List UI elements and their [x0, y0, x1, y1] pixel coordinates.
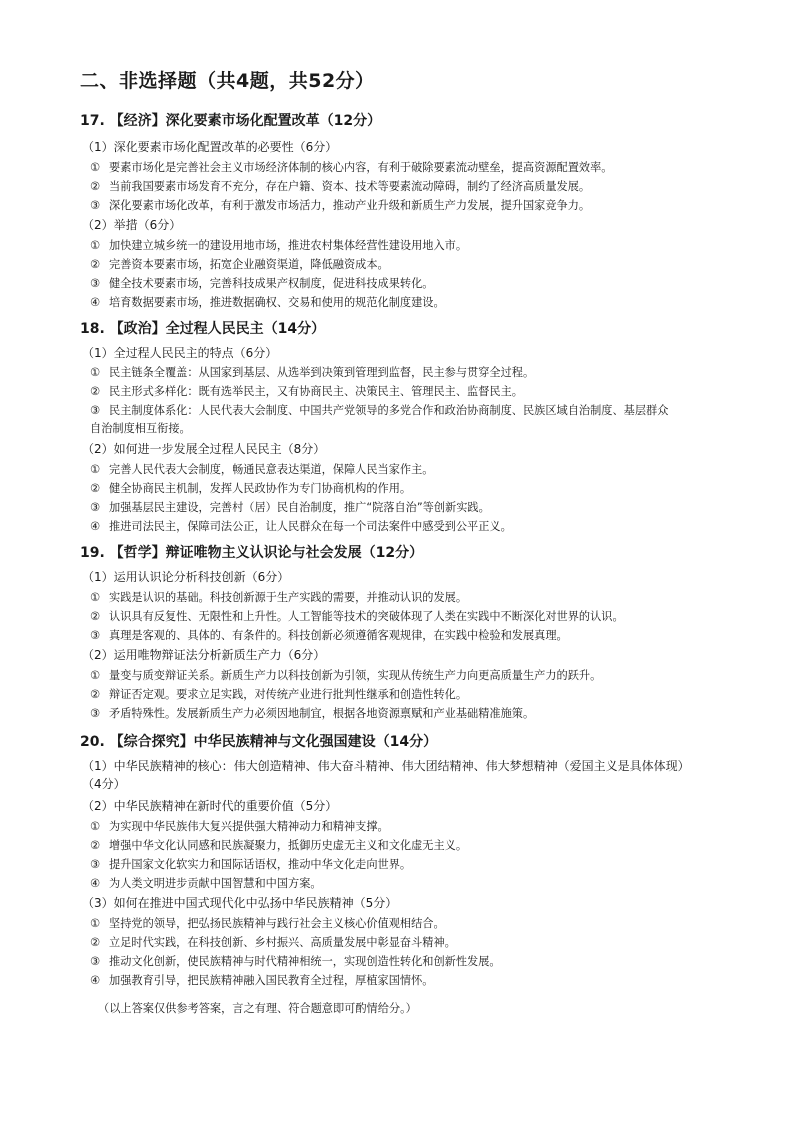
- list-item: ③ 推动文化创新，使民族精神与时代精神相统一，实现创造性转化和创新性发展。: [90, 955, 501, 968]
- q17-part1-heading: （1）深化要素市场化配置改革的必要性（6分）: [82, 140, 338, 154]
- q20-part1-continuation: （4分）: [82, 777, 126, 791]
- list-item: ③ 深化要素市场化改革，有利于激发市场活力，推动产业升级和新质生产力发展，提升国家竞争力。: [90, 199, 591, 212]
- list-item-continuation: 自治制度相互衔接。: [90, 422, 191, 435]
- question-19-title: 19. 【哲学】辩证唯物主义认识论与社会发展（12分）: [80, 545, 424, 561]
- list-item: ② 立足时代实践，在科技创新、乡村振兴、高质量发展中彰显奋斗精神。: [90, 936, 456, 949]
- list-item: ① 为实现中华民族伟大复兴提供强大精神动力和精神支撑。: [90, 820, 389, 833]
- q18-part2-heading: （2）如何进一步发展全过程人民民主（8分）: [82, 442, 326, 456]
- list-item: ③ 真理是客观的、具体的、有条件的。科技创新必须遵循客观规律，在实践中检验和发展真理。: [90, 629, 568, 642]
- list-item: ② 完善资本要素市场，拓宽企业融资渠道，降低融资成本。: [90, 258, 389, 271]
- answer-note: （以上答案仅供参考答案，言之有理、符合题意即可酌情给分。）: [98, 1002, 417, 1015]
- section-title: 二、非选择题（共4题，共52分）: [80, 70, 375, 92]
- q20-part2-heading: （2）中华民族精神在新时代的重要价值（5分）: [82, 799, 338, 813]
- list-item: ② 当前我国要素市场发育不充分，存在户籍、资本、技术等要素流动障碍，制约了经济高质量发展。: [90, 180, 591, 193]
- list-item: ② 健全协商民主机制，发挥人民政协作为专门协商机构的作用。: [90, 482, 412, 495]
- list-item: ② 民主形式多样化：既有选举民主，又有协商民主、决策民主、管理民主、监督民主。: [90, 385, 523, 398]
- list-item: ① 要素市场化是完善社会主义市场经济体制的核心内容，有利于破除要素流动壁垒，提高资源配置效率。: [90, 161, 613, 174]
- list-item: ④ 培育数据要素市场，推进数据确权、交易和使用的规范化制度建设。: [90, 296, 445, 309]
- q20-part1-heading: （1）中华民族精神的核心：伟大创造精神、伟大奋斗精神、伟大团结精神、伟大梦想精神（爱国主义是具体体现）: [82, 759, 690, 773]
- question-18-title: 18. 【政治】全过程人民民主（14分）: [80, 321, 326, 337]
- list-item: ③ 加强基层民主建设，完善村（居）民自治制度，推广“院落自治”等创新实践。: [90, 501, 490, 514]
- list-item: ② 辩证否定观。要求立足实践，对传统产业进行批判性继承和创造性转化。: [90, 688, 468, 701]
- q18-part1-heading: （1）全过程人民民主的特点（6分）: [82, 346, 278, 360]
- list-item: ① 坚持党的领导，把弘扬民族精神与践行社会主义核心价值观相结合。: [90, 917, 445, 930]
- list-item: ① 加快建立城乡统一的建设用地市场，推进农村集体经营性建设用地入市。: [90, 239, 468, 252]
- q20-part3-heading: （3）如何在推进中国式现代化中弘扬中华民族精神（5分）: [82, 896, 398, 910]
- list-item: ① 量变与质变辩证关系。新质生产力以科技创新为引领，实现从传统生产力向更高质量生产力的跃升。: [90, 669, 602, 682]
- q19-part2-heading: （2）运用唯物辩证法分析新质生产力（6分）: [82, 648, 326, 662]
- list-item: ④ 加强教育引导，把民族精神融入国民教育全过程，厚植家国情怀。: [90, 974, 434, 987]
- list-item: ① 实践是认识的基础。科技创新源于生产实践的需要，并推动认识的发展。: [90, 591, 468, 604]
- list-item: ② 增强中华文化认同感和民族凝聚力，抵御历史虚无主义和文化虚无主义。: [90, 839, 468, 852]
- list-item: ④ 推进司法民主，保障司法公正，让人民群众在每一个司法案件中感受到公平正义。: [90, 520, 512, 533]
- q19-part1-heading: （1）运用认识论分析科技创新（6分）: [82, 570, 290, 584]
- question-17-title: 17. 【经济】深化要素市场化配置改革（12分）: [80, 113, 382, 129]
- list-item: ② 认识具有反复性、无限性和上升性。人工智能等技术的突破体现了人类在实践中不断深化对世界的认识。: [90, 610, 624, 623]
- q17-part2-heading: （2）举措（6分）: [82, 218, 182, 232]
- list-item: ④ 为人类文明进步贡献中国智慧和中国方案。: [90, 877, 322, 890]
- question-20-title: 20. 【综合探究】中华民族精神与文化强国建设（14分）: [80, 734, 438, 750]
- list-item: ③ 矛盾特殊性。发展新质生产力必须因地制宜，根据各地资源禀赋和产业基础精准施策。: [90, 707, 535, 720]
- list-item: ③ 民主制度体系化：人民代表大会制度、中国共产党领导的多党合作和政治协商制度、民族区域自治制度、基层群众: [90, 404, 669, 417]
- list-item: ① 民主链条全覆盖：从国家到基层、从选举到决策到管理到监督，民主参与贯穿全过程。: [90, 366, 535, 379]
- list-item: ③ 健全技术要素市场，完善科技成果产权制度，促进科技成果转化。: [90, 277, 434, 290]
- list-item: ③ 提升国家文化软实力和国际话语权，推动中华文化走向世界。: [90, 858, 412, 871]
- list-item: ① 完善人民代表大会制度，畅通民意表达渠道，保障人民当家作主。: [90, 463, 434, 476]
